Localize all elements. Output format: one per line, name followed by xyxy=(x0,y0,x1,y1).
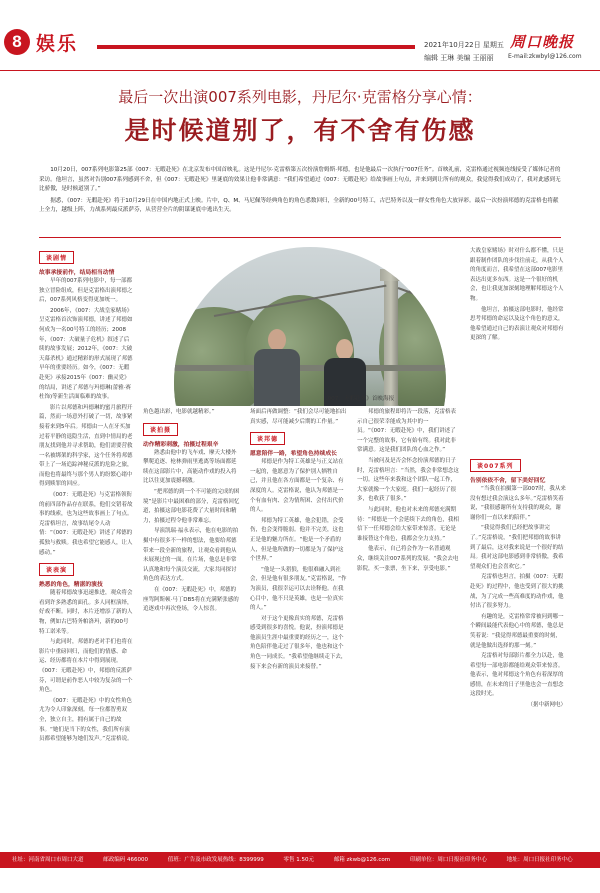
body-paragraph: “把邦德的到一个不可能的完成的困境”是影片中最困难的部分，克雷格回忆道，拍摄这部电影花费了大量时间和精力，拍摄过程令他非常难忘。 xyxy=(143,488,240,524)
header-divider xyxy=(0,70,600,71)
body-paragraph: “他是一头猎狼，他很难融入到社会，但是他有很多朋友。”克雷格说，“作为演员，我很幸运可以去诠释他。在我心目中，他不只是英雄，也是一位真实的人。” xyxy=(250,566,347,612)
column-middle-1 xyxy=(143,408,240,838)
body-paragraph: 有趣的是，克雷格常常被问到哪一个瞬间最能代表他心中的邦德，他总是笑着说：“我觉得邦德最重要的时刻，就是他做出选择的那一刻。” xyxy=(470,613,564,649)
section-tag-plot: 谈剧情 xyxy=(39,251,74,264)
column-right-bottom xyxy=(470,455,566,839)
column-right-top xyxy=(470,247,566,447)
figure-head xyxy=(268,329,286,351)
section-tag-filming: 谈拍摄 xyxy=(143,423,178,436)
section-tag-acting: 谈表演 xyxy=(39,563,74,576)
lead-paragraph: 10月20日，007系列电影第25部《007：无暇赴死》在北京发布中国首映礼。这是丹尼尔·克雷格第五次扮演詹姆斯·邦德，也是他最后一次执行“007任务”。首映礼前，克雷格通过视频连线接受了媒体记者的采访。他坦言，虽然对告别007系列感到不舍，但《007：无暇赴死》里谜底的效果让他非常满意：“我们希望通过《007：无暇赴死》给故事画上句点，并来到到让所有的观众，我觉得我们成功了，我对此感到无比骄傲，是时候道别了。” xyxy=(39,167,561,192)
body-paragraph: 导演凯瑞·福永表示，他在电影的拍摄中有很多不一样的想法，他要给邦德带来一段全新的旅程，让观众看到他从未展现过的一面。在片场，他总是非常认真地和每个演员交流，大家共同探讨角色的表达方式。 xyxy=(143,528,239,583)
article-photo xyxy=(143,247,461,406)
body-paragraph: 在《007：无暇赴死》中，邦德的座驾阿斯顿·马丁DB5将在充满紧张感的追逐戏中再次登场，令人惊喜。 xyxy=(143,586,239,613)
footer-item: 值班：广告及市政发展热线：8399999 xyxy=(167,857,264,863)
subhead-series: 告别依依不舍，留下美好回忆 xyxy=(470,478,546,484)
subhead-plot: 故事承接前作，结局相当动情 xyxy=(39,270,115,276)
page-number-badge: 8 xyxy=(4,29,30,55)
body-paragraph: 随着邦德故事迅速推进，观众将会看到许多熟悉的面孔。多人同框演绎，好戏不断。同时，本片还增添了新的人物，例如古巴特务帕洛玛，新的00号特工诺米等。 xyxy=(39,590,133,635)
footer-item: 印刷单位：周口日报社印务中心 xyxy=(409,857,487,863)
article-lead xyxy=(39,166,561,216)
lead-paragraph: 据悉，《007：无暇赴死》将于10月29日在中国内地正式上映。片中，Q、M、马尼佩等经典角色的角色悉数回归，全新的00号特工，古巴特务以及一群女性角色大放异彩。最后一次扮演邦德的克雷格也将献上全力，越级上阵，力战系列最反派萨芬，从营营全片的阴谋谜底中逃出生天。 xyxy=(39,197,559,213)
footer-item: 邮政编码 466000 xyxy=(103,857,149,863)
body-paragraph: 克雷格也坦言，拍摄《007：无暇赴死》的过程中，他也受到了很大的挑战，为了完成一些高难度的动作戏，他付出了很多努力。 xyxy=(470,574,564,610)
figure-head xyxy=(336,339,353,360)
body-paragraph: 《007：无暇赴死》中的女性角色尤为令人印象深刻。每一位都智勇双全，独立自主，拥有属于自己的故事。“她们是当下的女性，我们所有演员都希望能够为她们发声。”克雷格说。 xyxy=(39,697,133,743)
body-paragraph: 当被问及是否会怀念扮演邦德的日子时，克雷格坦言：“当然，我会非常想念这一切。这些年来我和这个团队一起工作，大家就像一个大家庭。我们一起经历了很多，也收获了很多。” xyxy=(357,457,459,503)
figure-coat xyxy=(254,349,300,406)
body-paragraph: “我觉得我们已经把故事讲完了。”克雷格说，“我们把邦德的故事讲到了最后，这对我来说是一个很好的结局。我对这部电影感到非常骄傲，我希望观众们也会喜欢它。” xyxy=(470,525,564,570)
photo-caption: 《007：无暇赴死》首映海报 xyxy=(322,396,395,402)
body-paragraph: 角色越出彩，电影就越精彩。” xyxy=(143,409,215,415)
contact-email[interactable]: E-mail:zkwbyl@126.com xyxy=(508,53,582,60)
article-source: （据中新网电） xyxy=(527,702,566,709)
footer-item: 零售 1.50元 xyxy=(283,857,315,863)
body-paragraph: 邦德是作为特工英雄是与正义站在一起的，他愿意为了保护别人牺牲自己，并且他在各方面都是一个复杂、有深度的人。克雷格说，他认为邦德是一个有血有肉、会为情所困、会付出代价的人。 xyxy=(250,459,344,514)
body-paragraph: 早年的007系列电影中，每一部都独立冒险组成，但是克雷格出演邦德之后，007系列风格变得更加统一。 xyxy=(39,278,133,304)
article-kicker: 最后一次出演007系列电影，丹尼尔·克雷格分享心情： xyxy=(118,88,482,106)
editor-line: 编辑 王琳 美编 王丽丽 xyxy=(424,54,494,62)
footer-item: 邮箱 zkwb@126.com xyxy=(333,857,391,863)
subhead-acting: 熟悉的角色，精湛的演技 xyxy=(39,582,103,589)
lead-divider xyxy=(39,237,561,238)
body-paragraph: 2006年，《007：大战皇家赌场》呈克雷格首次饰演邦德，讲述了邦德如何成为一名00号特工的经历；2008年，《007：大破量子危机》叙述了后续的故事发展；2012年，《007：大破天幕杀机》通过精彩的形式展现了邦德早年的重要经历。如今，《007：无暇赴死》承接2015年《007：幽灵党》的结局，讲述了邦德与玛德琳(蕾雅·赛杜饰)等新生活面临难的故事。 xyxy=(39,307,133,401)
body-paragraph: 他坦言，拍摄这部电影时，他经常思考邦德的命运以及这个角色的意义，他希望通过自己的表演让观众对邦德有更深的了解。 xyxy=(470,306,564,342)
body-paragraph: 对于这个更像真实的邦德，克雷格感受到很多的喜悦。他说，扮演邦德是他演员生涯中最重要的经历之一，这个角色陪伴他走过了很多年，他也和这个角色一同成长。“我希望他继续走下去，接下来会有新的演员来接替。” xyxy=(250,615,347,670)
section-name: 娱乐 xyxy=(36,33,79,55)
body-paragraph: 邦德的旅程即将告一段落，克雷格表示自己很荣幸能成为其中的一员。“《007：无暇赴死》中，我们讲述了一个完整的故事，它有始有终。我对此非常满意。这是我们团队的心血之作。” xyxy=(357,409,457,454)
page-footer xyxy=(0,852,600,868)
body-paragraph: 影片以邦德和玛德琳的蜜月旅程开篇，然而一场意外打破了一切，故事紧接着来到5年后。邦德由一人在牙买加过着平静的退隐生活，直到中情局的老朋友找到他并寻求帮助，他们需要营救一名被绑架的科学家，这个任务将邦德带上了一场追踪神秘反派的危险之旅，而他也将最终与那个男人的纷繁心绪中得到赎罪的回应。 xyxy=(39,404,133,488)
body-paragraph: 与此同时，邦德的老对手们也将在影片中重磅回归，而他们的情感、命运、经历都将在本片中得到展现。《007：无暇赴死》中，邦德的反派萨芬，可谓是前作恶人中较为复杂的一个角色。 xyxy=(39,639,133,694)
bridge-tower-top xyxy=(380,269,402,281)
body-paragraph: 《007：无暇赴死》与克雷格领衔的前四部作品存在联系，他们交错着故事的线索，也为这些故事画上了句点。克雷格坦言，故事结尾令人动情：“《007：无暇赴死》讲述了邦德的孤独与救赎。我也希望它能感人，让人感动。” xyxy=(39,492,133,556)
column-left xyxy=(39,247,133,837)
page-header xyxy=(0,0,600,70)
photo-circle-crop xyxy=(174,247,446,406)
newspaper-logo: 周口晚报 xyxy=(510,33,575,51)
footer-item: 地址：周口日报社印务中心 xyxy=(506,857,573,863)
bridge-deck xyxy=(174,365,446,371)
section-tag-bond: 谈邦德 xyxy=(250,432,285,445)
subhead-filming: 动作精彩刺激，拍摄过程艰辛 xyxy=(143,441,219,448)
section-tag-series: 谈007系列 xyxy=(470,459,521,472)
body-paragraph: “当我在拍摄第一部007时，我从来没有想过我会演这么多年。”克雷格笑着说，“我很感谢所有支持我的观众，谢谢你们一直以来的陪伴。” xyxy=(470,486,566,521)
footer-item: 社址：河南省周口市周口大道 xyxy=(12,857,84,863)
body-paragraph: 熟悉由他中的飞车戏、摩天大楼外攀爬追逐、枪林弹雨里逃离等场面都延续在这部影片中，高能动作戏的投入将比以往更加震撼刺激。 xyxy=(143,449,237,485)
header-rule xyxy=(97,45,415,49)
column-middle-3 xyxy=(357,408,461,838)
bridge-tower xyxy=(384,277,398,406)
body-paragraph: 大战皇家赌场》时对什么都不懂，只是跟着制作团队的步伐往前走，从我个人的角度而言，我希望在这部007电影里表达出更多东西。这是一个很好的机会，也让我更加深刻地理解邦德这个人物。 xyxy=(470,248,564,302)
body-paragraph: 场面后再做调整：“我们会尽可能地拍出真实感，尽可能减少后期的工作量。” xyxy=(250,409,347,425)
issue-date: 2021年10月22日 星期五 xyxy=(424,41,504,49)
article-headline: 是时候道别了，有不舍有伤感 xyxy=(124,116,476,145)
column-middle-2 xyxy=(250,408,347,838)
subhead-bond: 愿意陪伴一路，希望角色持续成长 xyxy=(250,451,337,458)
body-paragraph: 与此同时，他也对未来的邦德充满期待：“邦德是一个会延续下去的角色，我相信下一任邦德会给大家带来惊喜。无论是谁接替这个角色，我都会全力支持。” xyxy=(357,506,459,542)
body-paragraph: 克雷格对每部影片都全力以赴，他希望每一部电影都能给观众带来惊喜。他表示，他对邦德这个角色有着深厚的感情，在未来的日子里他也会一直想念这段时光。 xyxy=(470,653,564,698)
body-paragraph: 邦德为特工英雄，他会犯错，会受伤，也会变得脆弱。他并不完美，这也正是他的魅力所在。“他是一个矛盾的人，但是他所做的一切都是为了保护这个世界。” xyxy=(250,517,344,563)
body-paragraph: 他表示，自己将会作为一名普通观众，继续关注007系列的发展。“我会去电影院，买一张票，坐下来，享受电影。” xyxy=(357,546,459,572)
